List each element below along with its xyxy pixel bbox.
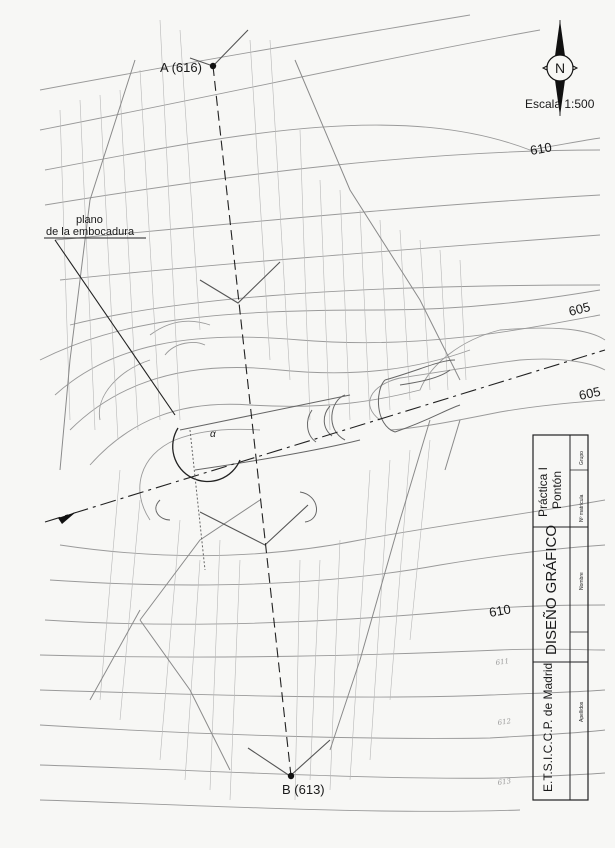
scale-label: Escala 1:500 [525, 97, 595, 111]
contour-label-605-a: 605 [567, 299, 592, 319]
embocadura-dotted-line [190, 430, 205, 570]
handwritten-613: 613 [497, 777, 512, 787]
title-col-surname: Apellidos [579, 701, 585, 722]
angle-label: α [210, 429, 216, 440]
point-a-label: A (616) [160, 60, 202, 75]
title-col-name: Nombre [579, 572, 585, 590]
title-exercise-1: Práctica I [536, 466, 550, 517]
contour-lines [40, 15, 605, 811]
entrance-plane-line [55, 240, 175, 415]
construction-lines [60, 20, 466, 800]
title-block [533, 435, 588, 800]
title-exercise-2: Pontón [550, 470, 564, 509]
stream-axis-line [45, 350, 605, 522]
title-col-id: Nº matrícula [579, 494, 585, 522]
point-a-marker [210, 63, 216, 69]
contour-label-610-bottom: 610 [487, 601, 512, 620]
point-b-label: B (613) [282, 782, 325, 797]
title-col-group: Grupo [579, 451, 585, 465]
flow-arrow-icon [58, 512, 76, 524]
slope-outlines [60, 60, 460, 770]
point-b-marker [288, 773, 294, 779]
title-school: E.T.S.I.C.C.P. de Madrid [541, 662, 555, 792]
contour-label-610-top: 610 [528, 139, 553, 158]
plane-note-line2: de la embocadura [46, 226, 135, 238]
plane-note-line1: plano [76, 214, 103, 226]
handwritten-611: 611 [495, 657, 510, 667]
title-course: DISEÑO GRÁFICO [543, 524, 560, 655]
handwritten-612: 612 [497, 717, 512, 727]
north-letter: N [555, 60, 566, 76]
contour-label-605-b: 605 [577, 383, 602, 403]
